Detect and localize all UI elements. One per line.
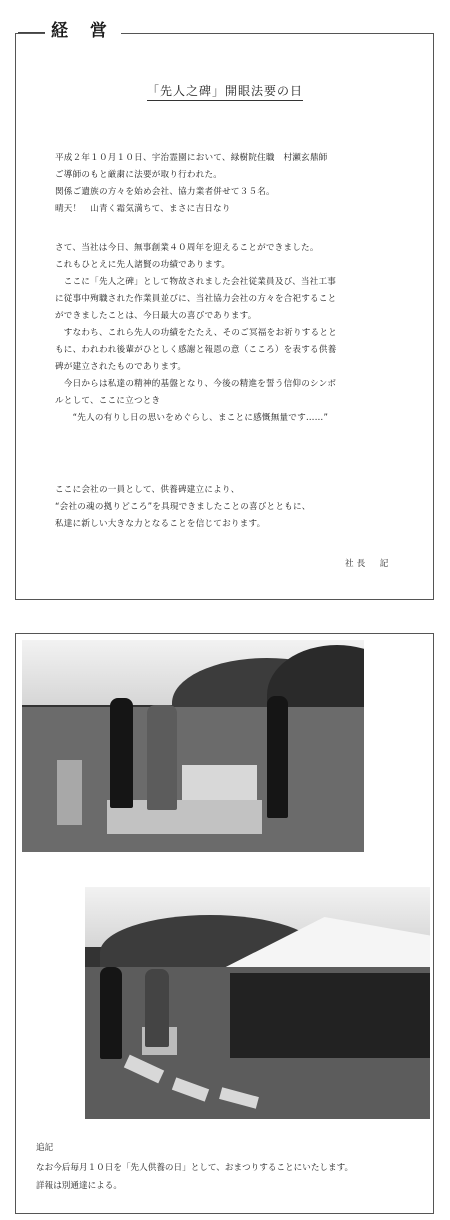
postscript-text: なお今后毎月１０日を「先人供養の日」として、おまつりすることにいたします。 詳報は別通達による。 — [36, 1163, 354, 1191]
main-paragraph: さて、当社は今日、無事創業４０周年を迎えることができました。 これもひとえに先人諸賢の功績であります。 ここに「先人之碑」として物故されました会社従業員及び、当社工事 に従事中殉職された作業員並びに、当社協力会社の方々を合祀すること ができましたことは、今日最大の喜びであります。 すなわち、これら先人の功績をたたえ、そのご冥福をお祈りするとと もに、われわれ後輩がひとしく感謝と報恩の意（こころ）を表する供養 碑が建立されたものであります。 今日からは私達の精神的基盤となり、今後の精進を誓う信仰のシンボ ルとして、ここに立つとき “先人の有りし日の思いをめぐらし、まことに感慨無量です……” — [55, 243, 337, 423]
postscript-label: 追記 — [36, 1143, 54, 1153]
signature: 社長 記 — [345, 559, 392, 569]
article-title-text: 「先人之碑」開眼法要の日 — [147, 84, 303, 101]
intro-paragraph: 平成２年１０月１０日、宇治霊園において、緑樹院住職 村瀬玄鼎師 ご導師のもと厳粛に法要が取り行われた。 関係ご遺族の方々を始め会社、協力業者併せて３５名。 晴天！ 山青く霜気満ちて、まさに吉日なり — [55, 153, 328, 214]
section-heading: 経 営 — [45, 16, 121, 41]
closing-paragraph: ここに会社の一員として、供養碑建立により、 “会社の魂の拠りどころ”を具現できましたことの喜びとともに、 私達に新しい大きな力となることを信じております。 — [55, 485, 311, 529]
ceremony-photo-1 — [22, 640, 364, 852]
article-title — [0, 82, 450, 99]
ceremony-photo-2 — [85, 887, 430, 1119]
heading-rule — [18, 32, 46, 33]
